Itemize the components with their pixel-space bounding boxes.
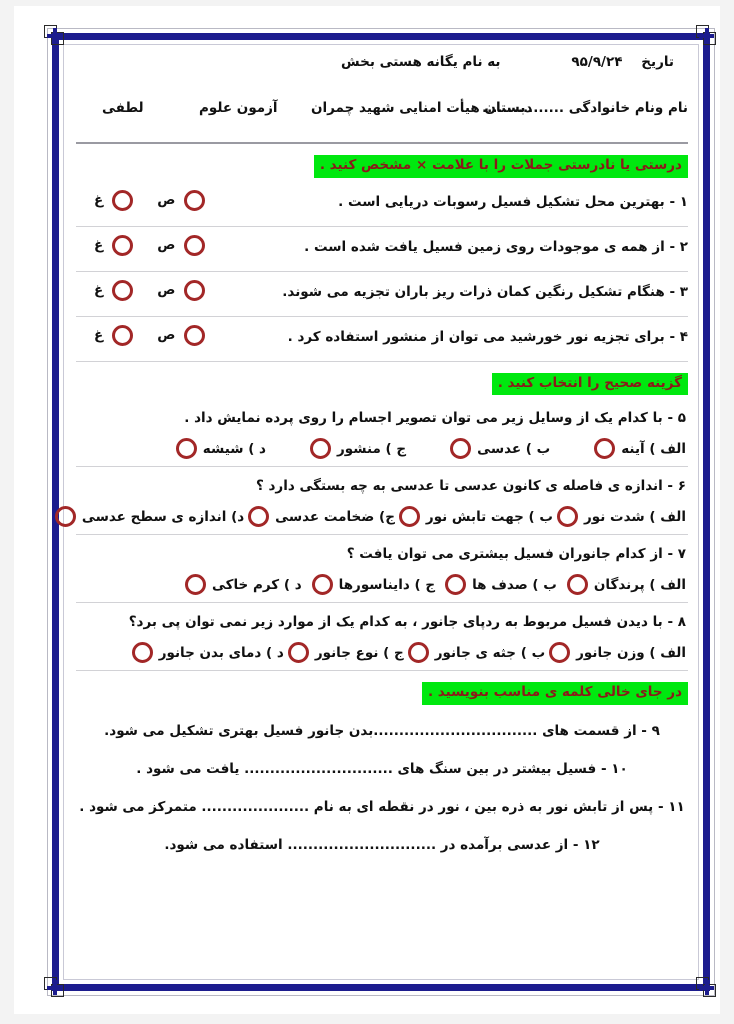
option-label: ص [157,282,176,299]
choice-option-b[interactable] [408,642,545,663]
question-text: ۸ - با دیدن فسیل مربوط به ردپای جانور ، به کدام یک از موارد زیر نمی توان پی برد؟ [128,614,686,631]
option-circle-icon[interactable] [184,190,205,211]
option-label: الف ) شدت نور [584,508,686,525]
option-label: د) اندازه ی سطح عدسی [81,508,245,525]
section-banner-fillblank-wrap [76,682,688,705]
date-label: تاریخ [641,54,674,70]
student-name-field[interactable]: نام ونام خانوادگی ................ [481,100,688,116]
option-circle-icon[interactable] [184,280,205,301]
option-label: ص [157,192,176,209]
choice-option-d[interactable] [185,574,302,595]
option-label: غ [94,237,104,254]
option-label: د ) کرم خاکی [211,576,302,593]
option-true[interactable] [157,235,205,256]
choice-option-d[interactable] [132,642,284,663]
choice-option-b[interactable] [450,438,550,459]
worksheet-content [76,46,688,978]
truefalse-options [94,280,205,301]
choice-option-c[interactable] [248,506,395,527]
question-row-8 [76,603,688,671]
option-circle-icon[interactable] [55,506,76,527]
option-label: د ) شیشه [202,440,266,457]
paper-sheet [14,6,720,1014]
question-text: ۶ - اندازه ی فاصله ی کانون عدسی تا عدسی به چه بستگی دارد ؟ [255,478,686,495]
question-row-9[interactable]: ۹ - از قسمت های ................................بدن جانور فسیل بهتری تشکیل می شود. [104,722,660,739]
section-banner-multiplechoice-wrap [76,373,688,396]
option-true[interactable] [157,280,205,301]
option-circle-icon[interactable] [112,280,133,301]
option-circle-icon[interactable] [450,438,471,459]
question-text: ۷ - از کدام جانوران فسیل بیشتری می توان یافت ؟ [346,546,686,563]
header-row-top [76,54,688,84]
question-row-2 [76,227,688,272]
choice-option-a[interactable] [549,642,686,663]
choice-options [76,642,688,663]
truefalse-options [94,325,205,346]
choice-options [76,506,688,527]
option-label: الف ) وزن جانور [576,644,686,661]
question-text: ۳ - هنگام تشکیل رنگین کمان ذرات ریز باران تجزیه می شوند. [282,283,688,300]
question-row-7 [76,535,688,603]
choice-option-a[interactable] [567,574,686,595]
question-row-11[interactable]: ۱۱ - پس از تابش نور به ذره بین ، نور در نقطه ای به نام ..................... متمرکز می شود . [79,798,685,815]
option-false[interactable] [94,280,133,301]
choice-option-d[interactable] [176,438,266,459]
option-label: ب ) صدف ها [472,576,557,593]
option-circle-icon[interactable] [112,190,133,211]
option-circle-icon[interactable] [557,506,578,527]
option-circle-icon[interactable] [549,642,570,663]
bismillah-text: به نام یگانه هستی بخش [341,54,501,70]
corner-ornament-top-left [44,25,66,47]
question-text: ۵ - با کدام یک از وسایل زیر می توان تصویر اجسام را روی پرده نمایش داد . [184,410,686,427]
option-circle-icon[interactable] [132,642,153,663]
choice-option-b[interactable] [399,506,553,527]
option-label: ج ) داینا‌سورها [338,576,436,593]
section-banner-truefalse: درستی یا نادرستی جملات را با علامت × مشخص کنید . [314,155,688,178]
question-row-3 [76,272,688,317]
truefalse-options [94,235,205,256]
choice-options [76,574,688,595]
option-false[interactable] [94,235,133,256]
corner-ornament-bottom-right [696,977,718,999]
option-circle-icon[interactable] [594,438,615,459]
choice-option-b[interactable] [445,574,557,595]
option-label: ج ) منشور [337,440,407,457]
exam-subject: آزمون علوم [199,100,278,116]
option-label: غ [94,192,104,209]
option-circle-icon[interactable] [184,325,205,346]
option-label: ب ) عدسی [477,440,551,457]
question-row-1 [76,182,688,227]
question-text: ۱ - بهترین محل تشکیل فسیل رسوبات دریایی است . [338,193,688,210]
choice-option-d[interactable] [55,506,244,527]
corner-ornament-top-right [696,25,718,47]
option-true[interactable] [157,190,205,211]
option-label: د ) دمای بدن جانور [158,644,284,661]
option-circle-icon[interactable] [567,574,588,595]
question-row-12[interactable]: ۱۲ - از عدسی برآمده در ............................. استفاده می شود. [164,836,600,853]
option-false[interactable] [94,325,133,346]
option-circle-icon[interactable] [408,642,429,663]
option-label: غ [94,282,104,299]
option-circle-icon[interactable] [184,235,205,256]
section-banner-fillblank: در جای خالی کلمه ی مناسب بنویسید . [422,682,688,705]
option-circle-icon[interactable] [288,642,309,663]
header-divider [76,142,688,144]
question-row-10[interactable]: ۱۰ - فسیل بیشتر در بین سنگ های ............................. یافت می شود . [136,760,628,777]
question-row-5 [76,399,688,467]
question-row-4 [76,317,688,362]
option-label: ص [157,327,176,344]
option-circle-icon[interactable] [312,574,333,595]
section-banner-truefalse-wrap [76,155,688,178]
section-banner-multiplechoice: گزینه صحیح را انتخاب کنید . [492,373,688,396]
option-label: ص [157,237,176,254]
choice-options [76,438,688,459]
option-circle-icon[interactable] [399,506,420,527]
option-label: غ [94,327,104,344]
choice-option-c[interactable] [312,574,435,595]
option-false[interactable] [94,190,133,211]
option-label: ب ) جثه ی جانور [434,644,546,661]
date-value: ۹۵/۹/۲۴ [571,54,623,70]
choice-option-c[interactable] [288,642,404,663]
option-circle-icon[interactable] [185,574,206,595]
option-label: ج ) نوع جانور [314,644,404,661]
choice-option-a[interactable] [594,438,686,459]
exam-date [571,54,674,70]
question-text: ۲ - از همه ی موجودات روی زمین فسیل یافت شده است . [304,238,688,255]
option-circle-icon[interactable] [112,325,133,346]
truefalse-options [94,190,205,211]
header-row-bottom [76,100,688,130]
option-circle-icon[interactable] [248,506,269,527]
option-label: ب ) جهت تابش نور [425,508,553,525]
question-text: ۴ - برای تجزیه نور خورشید می توان از منشور استفاده کرد . [287,328,688,345]
option-true[interactable] [157,325,205,346]
option-circle-icon[interactable] [112,235,133,256]
teacher-name: لطفی [102,100,144,116]
choice-option-c[interactable] [310,438,406,459]
option-circle-icon[interactable] [310,438,331,459]
school-name: دبستان هیأت امنایی شهید چمران [311,100,533,116]
option-circle-icon[interactable] [445,574,466,595]
choice-option-a[interactable] [557,506,686,527]
option-label: الف ) آینه [621,440,686,457]
option-label: ج) ضخامت عدسی [275,508,395,525]
option-circle-icon[interactable] [176,438,197,459]
question-row-6 [76,467,688,535]
corner-ornament-bottom-left [44,977,66,999]
option-label: الف ) پرندگان [593,576,686,593]
